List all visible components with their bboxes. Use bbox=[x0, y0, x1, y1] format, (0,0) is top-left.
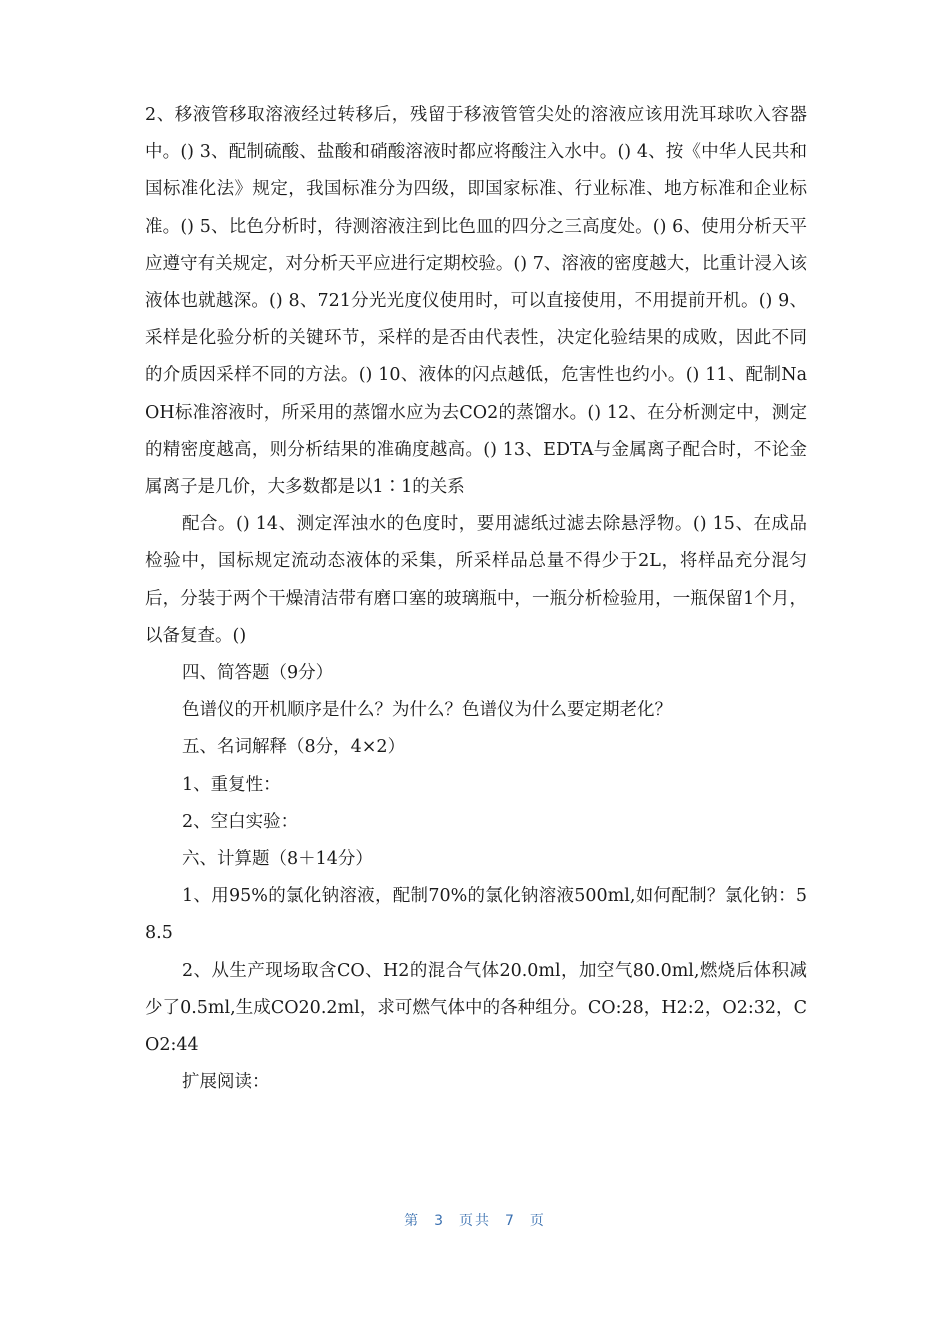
section-heading-short-answer: 四、简答题（9分） bbox=[182, 663, 334, 684]
section-heading-term-definitions: 五、名词解释（8分，4×2） bbox=[182, 737, 406, 758]
footer-ye-gong: 页共 bbox=[459, 1213, 491, 1229]
paragraph-term-blank-test: 2、空白实验： bbox=[182, 811, 299, 832]
footer-total-pages: 7 bbox=[505, 1213, 516, 1229]
paragraph-term-repeatability: 1、重复性： bbox=[182, 774, 281, 795]
paragraph-true-false-continued: 配合。() 14、测定浑浊水的色度时，要用滤纸过滤去除悬浮物。() 15、在成品检验中，国标规定流动态液体的采集，所采样品总量不得少于2L，将样品充分混匀后，分装于两个干燥清洁带有磨口塞的玻璃瓶中，一瓶分析检验用，一瓶保留1个月，以备复查。() bbox=[145, 514, 807, 646]
paragraph-calculation-question-2: 2、从生产现场取含CO、H2的混合气体20.0ml，加空气80.0ml,燃烧后体积减少了0.5ml,生成CO20.2ml，求可燃气体中的各种组分。CO:28，H2:2，O2:32，CO2:44 bbox=[145, 960, 807, 1056]
footer-di: 第 bbox=[404, 1213, 421, 1229]
paragraph-true-false-questions: 2、移液管移取溶液经过转移后，残留于移液管管尖处的溶液应该用洗耳球吹入容器中。() 3、配制硫酸、盐酸和硝酸溶液时都应将酸注入水中。() 4、按《中华人民共和国标准化法》规定，我国标准分为四级，即国家标准、行业标准、地方标准和企业标准。() 5、比色分析时，待测溶液注到比色皿的四分之三高度处。() 6、使用分析天平应遵守有关规定，对分析天平应进行定期校验。() 7、溶液的密度越大，比重计浸入该液体也就越深。() 8、721分光光度仪使用时，可以直接使用，不用提前开机。() 9、采样是化验分析的关键环节，采样的是否由代表性，决定化验结果的成败，因此不同的介质因采样不同的方法。() 10、液体的闪点越低，危害性也约小。() 11、配制NaOH标准溶液时，所采用的蒸馏水应为去CO2的蒸馏水。() 12、在分析测定中，测定的精密度越高，则分析结果的准确度越高。() 13、EDTA与金属离子配合时，不论金属离子是几价，大多数都是以1∶1的关系 bbox=[145, 105, 807, 498]
paragraph-calculation-question-1: 1、用95%的氯化钠溶液，配制70%的氯化钠溶液500ml,如何配制？氯化钠：58.5 bbox=[145, 886, 807, 944]
footer-ye: 页 bbox=[529, 1213, 546, 1229]
document-body bbox=[145, 97, 807, 1101]
page-footer bbox=[0, 1210, 950, 1230]
paragraph-extended-reading: 扩展阅读： bbox=[182, 1072, 270, 1093]
section-heading-calculation: 六、计算题（8＋14分） bbox=[182, 849, 373, 870]
paragraph-short-answer-question: 色谱仪的开机顺序是什么？为什么？色谱仪为什么要定期老化？ bbox=[182, 700, 672, 721]
footer-current-page: 3 bbox=[434, 1213, 445, 1229]
